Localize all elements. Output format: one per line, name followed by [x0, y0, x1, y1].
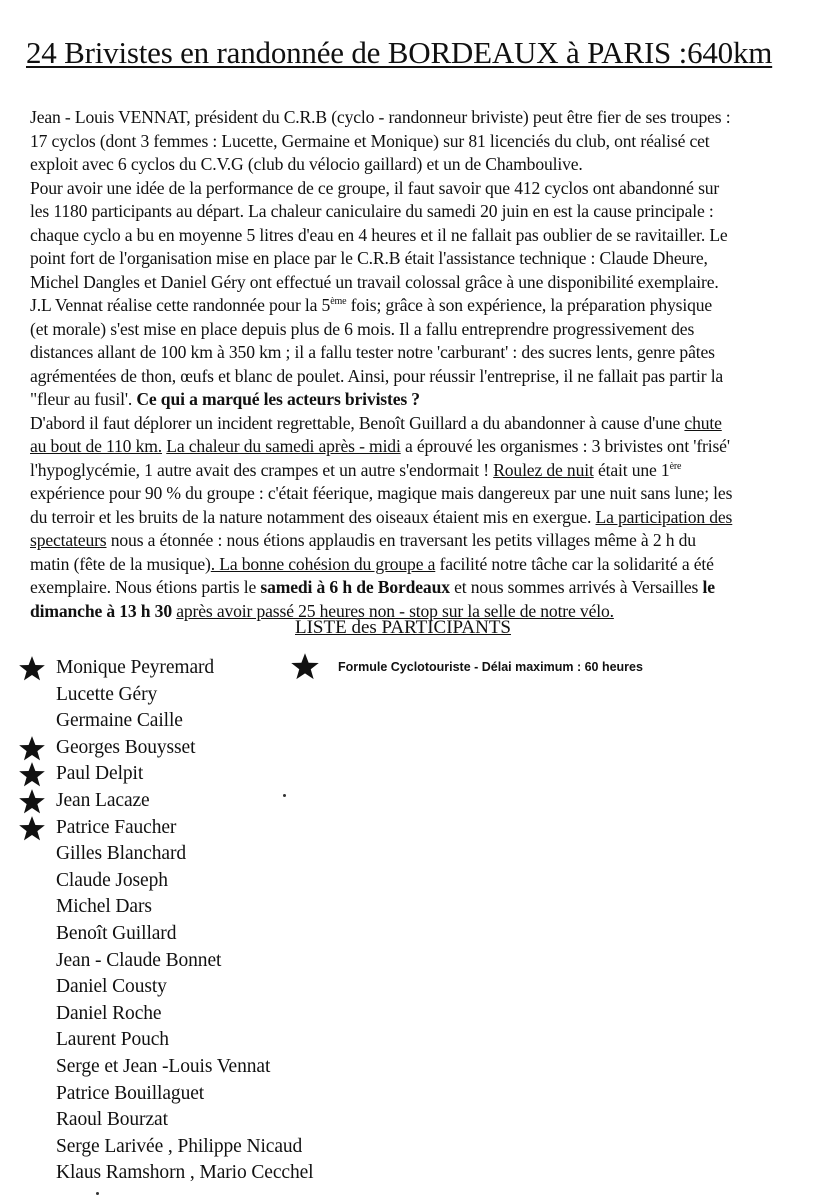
article-line	[30, 529, 820, 553]
star-icon	[18, 761, 46, 789]
text-span: J.L Vennat réalise cette randonnée pour la 5	[30, 295, 331, 315]
participant-item: Jean Lacaze	[56, 789, 150, 811]
scan-speck	[96, 1192, 99, 1195]
legend	[290, 652, 643, 682]
text-span: D'abord il faut déplorer un incident regrettable, Benoît Guillard a du abandonner à cause d'une	[30, 412, 685, 433]
participant-item: Claude Joseph	[56, 869, 168, 891]
participant-item: Patrice Bouillaguet	[56, 1082, 205, 1104]
text-span: l'hypoglycémie, 1 autre avait des crampes et un autre s'endormait !	[30, 459, 494, 480]
participant-item: Michel Dars	[56, 896, 152, 918]
participant-item: Gilles Blanchard	[56, 843, 186, 865]
underlined-text: chute	[684, 412, 722, 433]
superscript: ème	[330, 296, 347, 308]
article-line: les 1180 participants au départ. La chaleur caniculaire du samedi 20 juin en est la cause principale :	[30, 201, 714, 221]
bold-text: samedi à 6 h de Bordeaux	[260, 577, 450, 597]
participant-item: Daniel Cousty	[56, 976, 167, 998]
article-line	[30, 506, 820, 530]
bold-question: Ce qui a marqué les acteurs brivistes ?	[136, 389, 420, 409]
article-line: Michel Dangles et Daniel Géry ont effectué un travail colossal grâce à une disponibilité exemplaire.	[30, 271, 719, 292]
article-line: exploit avec 6 cyclos du C.V.G (club du vélocio gaillard) et un de Chamboulive.	[30, 154, 583, 174]
article-body	[30, 106, 820, 623]
participant-item: Georges Bouysset	[56, 736, 196, 758]
article-line	[30, 553, 820, 577]
participant-item: Lucette Géry	[56, 683, 158, 705]
star-icon	[18, 655, 46, 683]
participant-item: Jean - Claude Bonnet	[56, 949, 222, 971]
underlined-text: La participation des	[595, 506, 733, 527]
article-line: Jean - Louis VENNAT, président du C.R.B (cyclo - randonneur briviste) peut être fier de ses troupes :	[30, 107, 731, 127]
participant-item: Laurent Pouch	[56, 1029, 169, 1051]
star-icon	[18, 788, 46, 816]
legend-text: Formule Cyclotouriste - Délai maximum : 60 heures	[338, 660, 643, 674]
participant-item: Raoul Bourzat	[56, 1109, 168, 1131]
star-icon	[18, 815, 46, 843]
article-line: chaque cyclo a bu en moyenne 5 litres d'eau en 4 heures et il ne fallait pas oublier de se ravitailler. Le	[30, 224, 728, 245]
scan-speck	[283, 794, 286, 797]
participant-item: Germaine Caille	[56, 710, 183, 732]
participant-item: Paul Delpit	[56, 763, 144, 785]
participants-list	[56, 655, 313, 1187]
superscript: ère	[669, 460, 682, 472]
text-span: matin (fête de la musique)	[30, 553, 211, 574]
article-line: agrémentées de thon, œufs et blanc de poulet. Ainsi, pour réussir l'entreprise, il ne fallait pas partir la	[30, 365, 724, 386]
underlined-text: Roulez de nuit	[493, 459, 594, 480]
participant-item: Serge Larivée , Philippe Nicaud	[56, 1135, 303, 1157]
article-line	[30, 459, 820, 483]
article-line: Pour avoir une idée de la performance de ce groupe, il faut savoir que 412 cyclos ont abandonné sur	[30, 177, 720, 198]
text-span: et nous sommes arrivés à Versailles	[449, 577, 703, 597]
text-span: facilité notre tâche car la solidarité a été	[435, 553, 714, 574]
text-span: nous a étonnée : nous étions applaudis en traversant les petits villages même à 2 h du	[106, 530, 696, 550]
underlined-text: . La bonne cohésion du groupe a	[210, 553, 436, 574]
text-span: du terroir et les bruits de la nature notamment des oiseaux étaient mis en exergue.	[30, 506, 596, 527]
participants-heading: LISTE des PARTICIPANTS	[295, 617, 511, 638]
participant-item: Serge et Jean -Louis Vennat	[56, 1055, 271, 1077]
page-title: 24 Brivistes en randonnée de BORDEAUX à PARIS :640km	[26, 35, 773, 70]
article-line	[30, 576, 820, 600]
text-span: était une 1	[593, 459, 670, 480]
article-line: expérience pour 90 % du groupe : c'était féerique, magique mais dangereux par une nuit sans lune; les	[30, 483, 733, 503]
underlined-text: spectateurs	[30, 530, 107, 550]
text-span: a éprouvé les organismes : 3 brivistes ont 'frisé'	[400, 436, 730, 456]
underlined-text: au bout de 110 km.	[30, 436, 163, 456]
article-line	[30, 294, 820, 318]
article-line: distances allant de 100 km à 350 km ; il a fallu tester notre 'carburant' : des sucres lents, genre pâtes	[30, 342, 715, 362]
text-span: fois; grâce à son expérience, la préparation physique	[346, 295, 713, 315]
text-span: exemplaire. Nous étions partis le	[30, 577, 261, 597]
bold-text: dimanche à 13 h 30	[30, 600, 172, 621]
participant-item: Klaus Ramshorn , Mario Cecchel	[56, 1162, 314, 1184]
participant-item: Benoît Guillard	[56, 922, 177, 944]
article-line	[30, 388, 820, 412]
article-line: 17 cyclos (dont 3 femmes : Lucette, Germaine et Monique) sur 81 licenciés du club, ont réalisé cet	[30, 130, 710, 151]
article-line: (et morale) s'est mise en place depuis plus de 6 mois. Il a fallu entreprendre progressivement des	[30, 318, 695, 339]
participant-item: Daniel Roche	[56, 1002, 162, 1024]
article-line	[30, 435, 820, 459]
underlined-text: après avoir passé 25 heures non - stop sur la selle de notre vélo.	[176, 600, 614, 621]
article-line: point fort de l'organisation mise en place par le C.R.B était l'assistance technique : Claude Dheure,	[30, 248, 708, 268]
star-icon	[18, 735, 46, 763]
underlined-text: La chaleur du samedi après - midi	[166, 436, 401, 456]
article-line	[30, 412, 820, 436]
participant-item: Monique Peyremard	[56, 657, 215, 678]
participant-item: Patrice Faucher	[56, 816, 177, 838]
bold-text: le	[702, 577, 715, 597]
text-span: "fleur au fusil'.	[30, 389, 137, 409]
